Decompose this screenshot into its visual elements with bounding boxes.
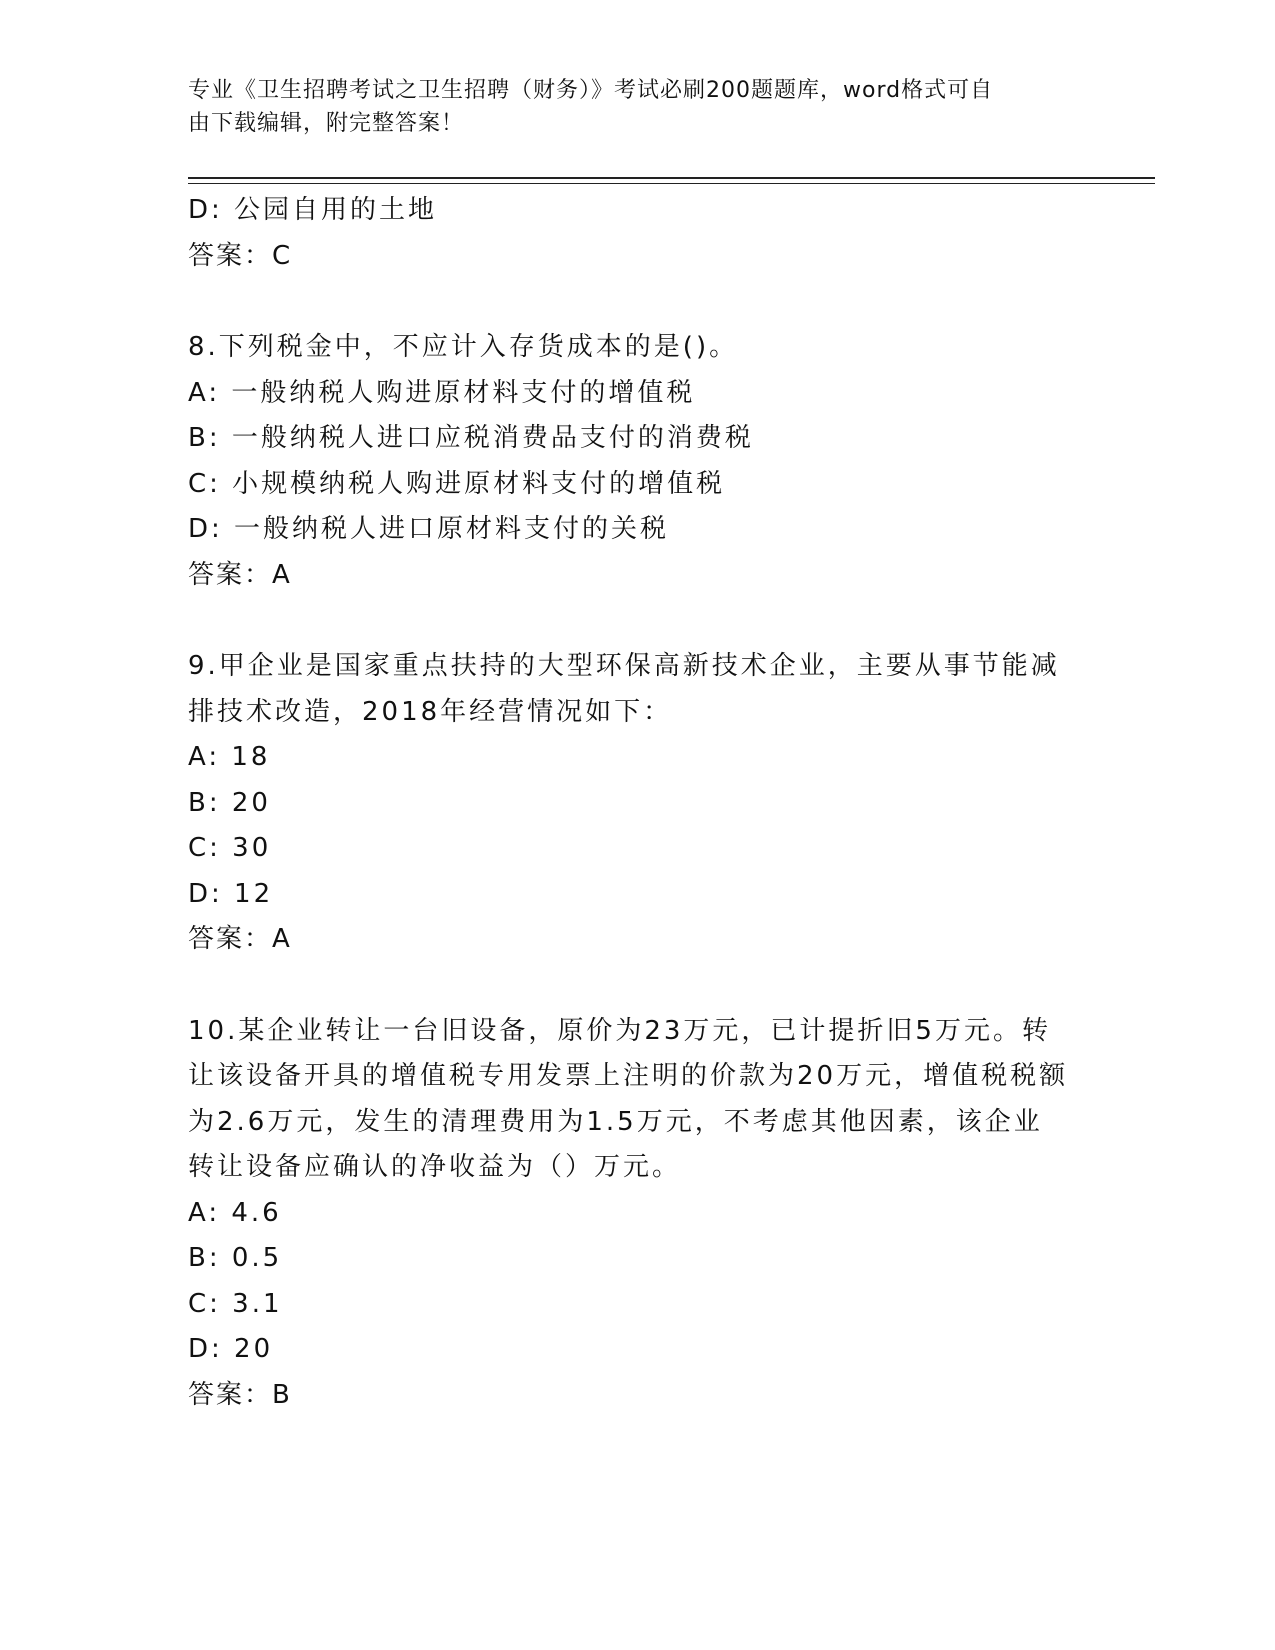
option-b: B: 20 (188, 787, 271, 818)
question-text-line-2: 排技术改造，2018年经营情况如下： (188, 696, 673, 727)
question-text-line-1: 10.某企业转让一台旧设备，原价为23万元，已计提折旧5万元。转 (188, 1015, 1051, 1046)
question-10 (188, 1009, 1088, 1419)
question-list (188, 188, 1088, 1418)
option-d: D: 一般纳税人进口原材料支付的关税 (188, 514, 670, 544)
option-d: D: 公园自用的土地 (188, 195, 438, 225)
option-a: A: 一般纳税人购进原材料支付的增值税 (188, 377, 696, 408)
question-text: 8.下列税金中，不应计入存货成本的是()。 (188, 332, 739, 362)
option-b: B: 0.5 (188, 1243, 283, 1273)
document-header (188, 74, 1088, 140)
header-divider-thin (188, 183, 1155, 184)
header-line-2: 由下载编辑，附完整答案！ (188, 111, 465, 136)
question-8 (188, 325, 1088, 598)
answer: 答案：A (188, 559, 292, 590)
question-text-line-3: 为2.6万元，发生的清理费用为1.5万元，不考虑其他因素，该企业 (188, 1106, 1043, 1137)
option-c: C: 小规模纳税人购进原材料支付的增值税 (188, 468, 726, 499)
option-c: C: 3.1 (188, 1288, 283, 1319)
option-d: D: 12 (188, 878, 274, 909)
option-a: A: 18 (188, 742, 271, 772)
question-9 (188, 644, 1088, 963)
spacer (188, 598, 1088, 644)
option-c: C: 30 (188, 833, 272, 863)
header-line-1: 专业《卫生招聘考试之卫生招聘（财务）》考试必刷200题题库，word格式可自 (188, 78, 994, 103)
question-text-line-4: 转让设备应确认的净收益为（）万元。 (188, 1152, 682, 1182)
spacer (188, 279, 1088, 325)
answer: 答案：A (188, 924, 292, 954)
spacer (188, 963, 1088, 1009)
option-d: D: 20 (188, 1334, 274, 1364)
question-text-line-2: 让该设备开具的增值税专用发票上注明的价款为20万元，增值税税额 (188, 1061, 1069, 1091)
question-7 (188, 188, 1088, 279)
option-a: A: 4.6 (188, 1197, 282, 1228)
answer: 答案：B (188, 1379, 292, 1410)
header-divider-thick (188, 177, 1155, 179)
question-text-line-1: 9.甲企业是国家重点扶持的大型环保高新技术企业，主要从事节能减 (188, 651, 1060, 681)
answer: 答案：C (188, 240, 293, 271)
option-b: B: 一般纳税人进口应税消费品支付的消费税 (188, 423, 754, 453)
